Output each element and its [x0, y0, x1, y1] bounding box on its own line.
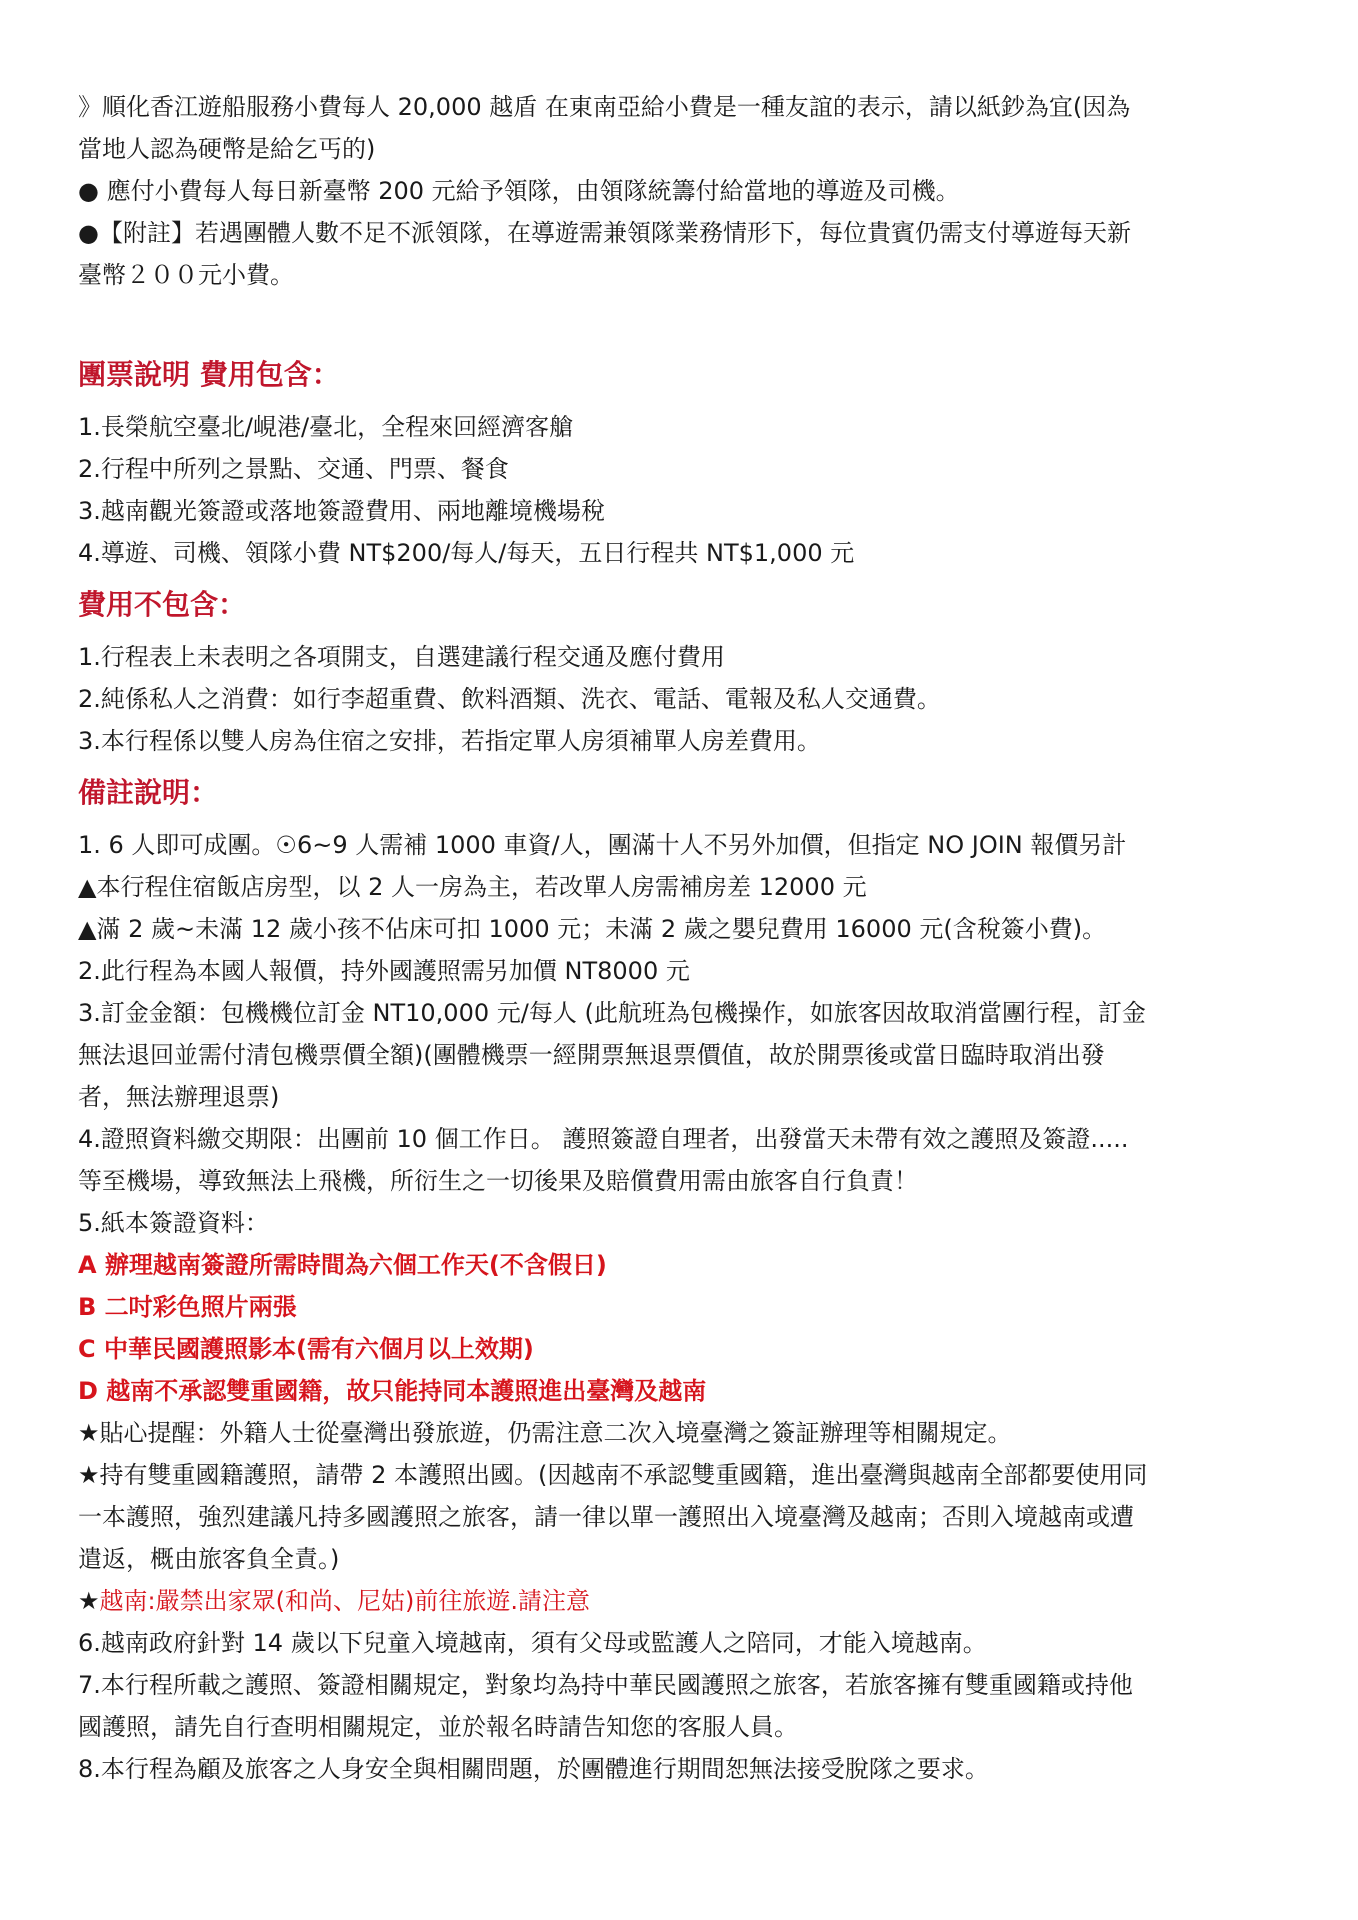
- note-line: 2.此行程為本國人報價，持外國護照需另加價 NT8000 元: [78, 957, 690, 985]
- note-line: 7.本行程所載之護照、簽證相關規定，對象均為持中華民國護照之旅客，若旅客擁有雙重國籍或持他: [78, 1671, 1133, 1699]
- warning-text: 越南:嚴禁出家眾(和尚、尼姑)前往旅遊.請注意: [99, 1587, 590, 1615]
- excludes-heading: 費用不包含：: [78, 588, 247, 621]
- note-line: 5.紙本簽證資料：: [78, 1209, 269, 1237]
- note-line: ▲本行程住宿飯店房型，以 2 人一房為主，若改單人房需補房差 12000 元: [78, 873, 867, 901]
- includes-section: [78, 354, 1293, 574]
- visa-requirement: A 辦理越南簽證所需時間為六個工作天(不含假日): [78, 1251, 607, 1279]
- note-line: 4.證照資料繳交期限：出團前 10 個工作日。 護照簽證自理者，出發當天未帶有效之護照及簽證.....: [78, 1125, 1129, 1153]
- visa-requirement: C 中華民國護照影本(需有六個月以上效期): [78, 1335, 534, 1363]
- notes-section: [78, 772, 1293, 1790]
- star-note: 一本護照，強烈建議凡持多國護照之旅客，請一律以單一護照出入境臺灣及越南；否則入境越南或遭: [78, 1503, 1134, 1531]
- note-line: 3.訂金金額：包機機位訂金 NT10,000 元/每人 (此航班為包機操作，如旅客因故取消當團行程，訂金: [78, 999, 1146, 1027]
- notes-heading: 備註說明：: [78, 776, 219, 809]
- note-line: 8.本行程為顧及旅客之人身安全與相關問題，於團體進行期間恕無法接受脫隊之要求。: [78, 1755, 989, 1783]
- excludes-item: 3.本行程係以雙人房為住宿之安排，若指定單人房須補單人房差費用。: [78, 727, 821, 755]
- note-line: 6.越南政府針對 14 歲以下兒童入境越南，須有父母或監護人之陪同，才能入境越南。: [78, 1629, 987, 1657]
- tips-line: 當地人認為硬幣是給乞丐的): [78, 135, 376, 163]
- tips-section: [78, 86, 1293, 296]
- includes-item: 4.導遊、司機、領隊小費 NT$200/每人/每天，五日行程共 NT$1,000 元: [78, 539, 855, 567]
- note-line: 國護照，請先自行查明相關規定，並於報名時請告知您的客服人員。: [78, 1713, 798, 1741]
- tips-line: 臺幣２００元小費。: [78, 261, 294, 289]
- note-line: 1. 6 人即可成團。☉6~9 人需補 1000 車資/人，團滿十人不另外加價，但指定 NO JOIN 報價另計: [78, 831, 1127, 859]
- star-warning: [78, 1580, 1293, 1622]
- tips-line: 》順化香江遊船服務小費每人 20,000 越盾 在東南亞給小費是一種友誼的表示，請以紙鈔為宜(因為: [78, 93, 1131, 121]
- note-line: 等至機場，導致無法上飛機，所衍生之一切後果及賠償費用需由旅客自行負責！: [78, 1167, 918, 1195]
- star-note: ★貼心提醒：外籍人士從臺灣出發旅遊，仍需注意二次入境臺灣之簽証辦理等相關規定。: [78, 1419, 1012, 1447]
- star-note: ★持有雙重國籍護照，請帶 2 本護照出國。(因越南不承認雙重國籍，進出臺灣與越南全部都要使用同: [78, 1461, 1148, 1489]
- note-line: 者，無法辦理退票): [78, 1083, 280, 1111]
- visa-requirement: B 二吋彩色照片兩張: [78, 1293, 297, 1321]
- note-line: 無法退回並需付清包機票價全額)(團體機票一經開票無退票價值，故於開票後或當日臨時取消出發: [78, 1041, 1105, 1069]
- excludes-item: 1.行程表上未表明之各項開支，自選建議行程交通及應付費用: [78, 643, 725, 671]
- star-note: 遣返，概由旅客負全責。): [78, 1545, 340, 1573]
- note-line: ▲滿 2 歲~未滿 12 歲小孩不佔床可扣 1000 元；未滿 2 歲之嬰兒費用 16000 元(含稅簽小費)。: [78, 915, 1107, 943]
- visa-requirement: D 越南不承認雙重國籍，故只能持同本護照進出臺灣及越南: [78, 1377, 707, 1405]
- tips-line: ● 應付小費每人每日新臺幣 200 元給予領隊，由領隊統籌付給當地的導遊及司機。: [78, 177, 960, 205]
- includes-item: 2.行程中所列之景點、交通、門票、餐食: [78, 455, 509, 483]
- tips-line: ●【附註】若遇團體人數不足不派領隊，在導遊需兼領隊業務情形下，每位貴賓仍需支付導遊每天新: [78, 219, 1131, 247]
- includes-heading: 團票說明 費用包含：: [78, 358, 340, 391]
- includes-item: 3.越南觀光簽證或落地簽證費用、兩地離境機場稅: [78, 497, 605, 525]
- document-page: [78, 86, 1293, 1790]
- excludes-section: [78, 584, 1293, 762]
- excludes-item: 2.純係私人之消費：如行李超重費、飲料酒類、洗衣、電話、電報及私人交通費。: [78, 685, 941, 713]
- includes-item: 1.長榮航空臺北/峴港/臺北，全程來回經濟客艙: [78, 413, 574, 441]
- star-icon: ★: [78, 1587, 100, 1615]
